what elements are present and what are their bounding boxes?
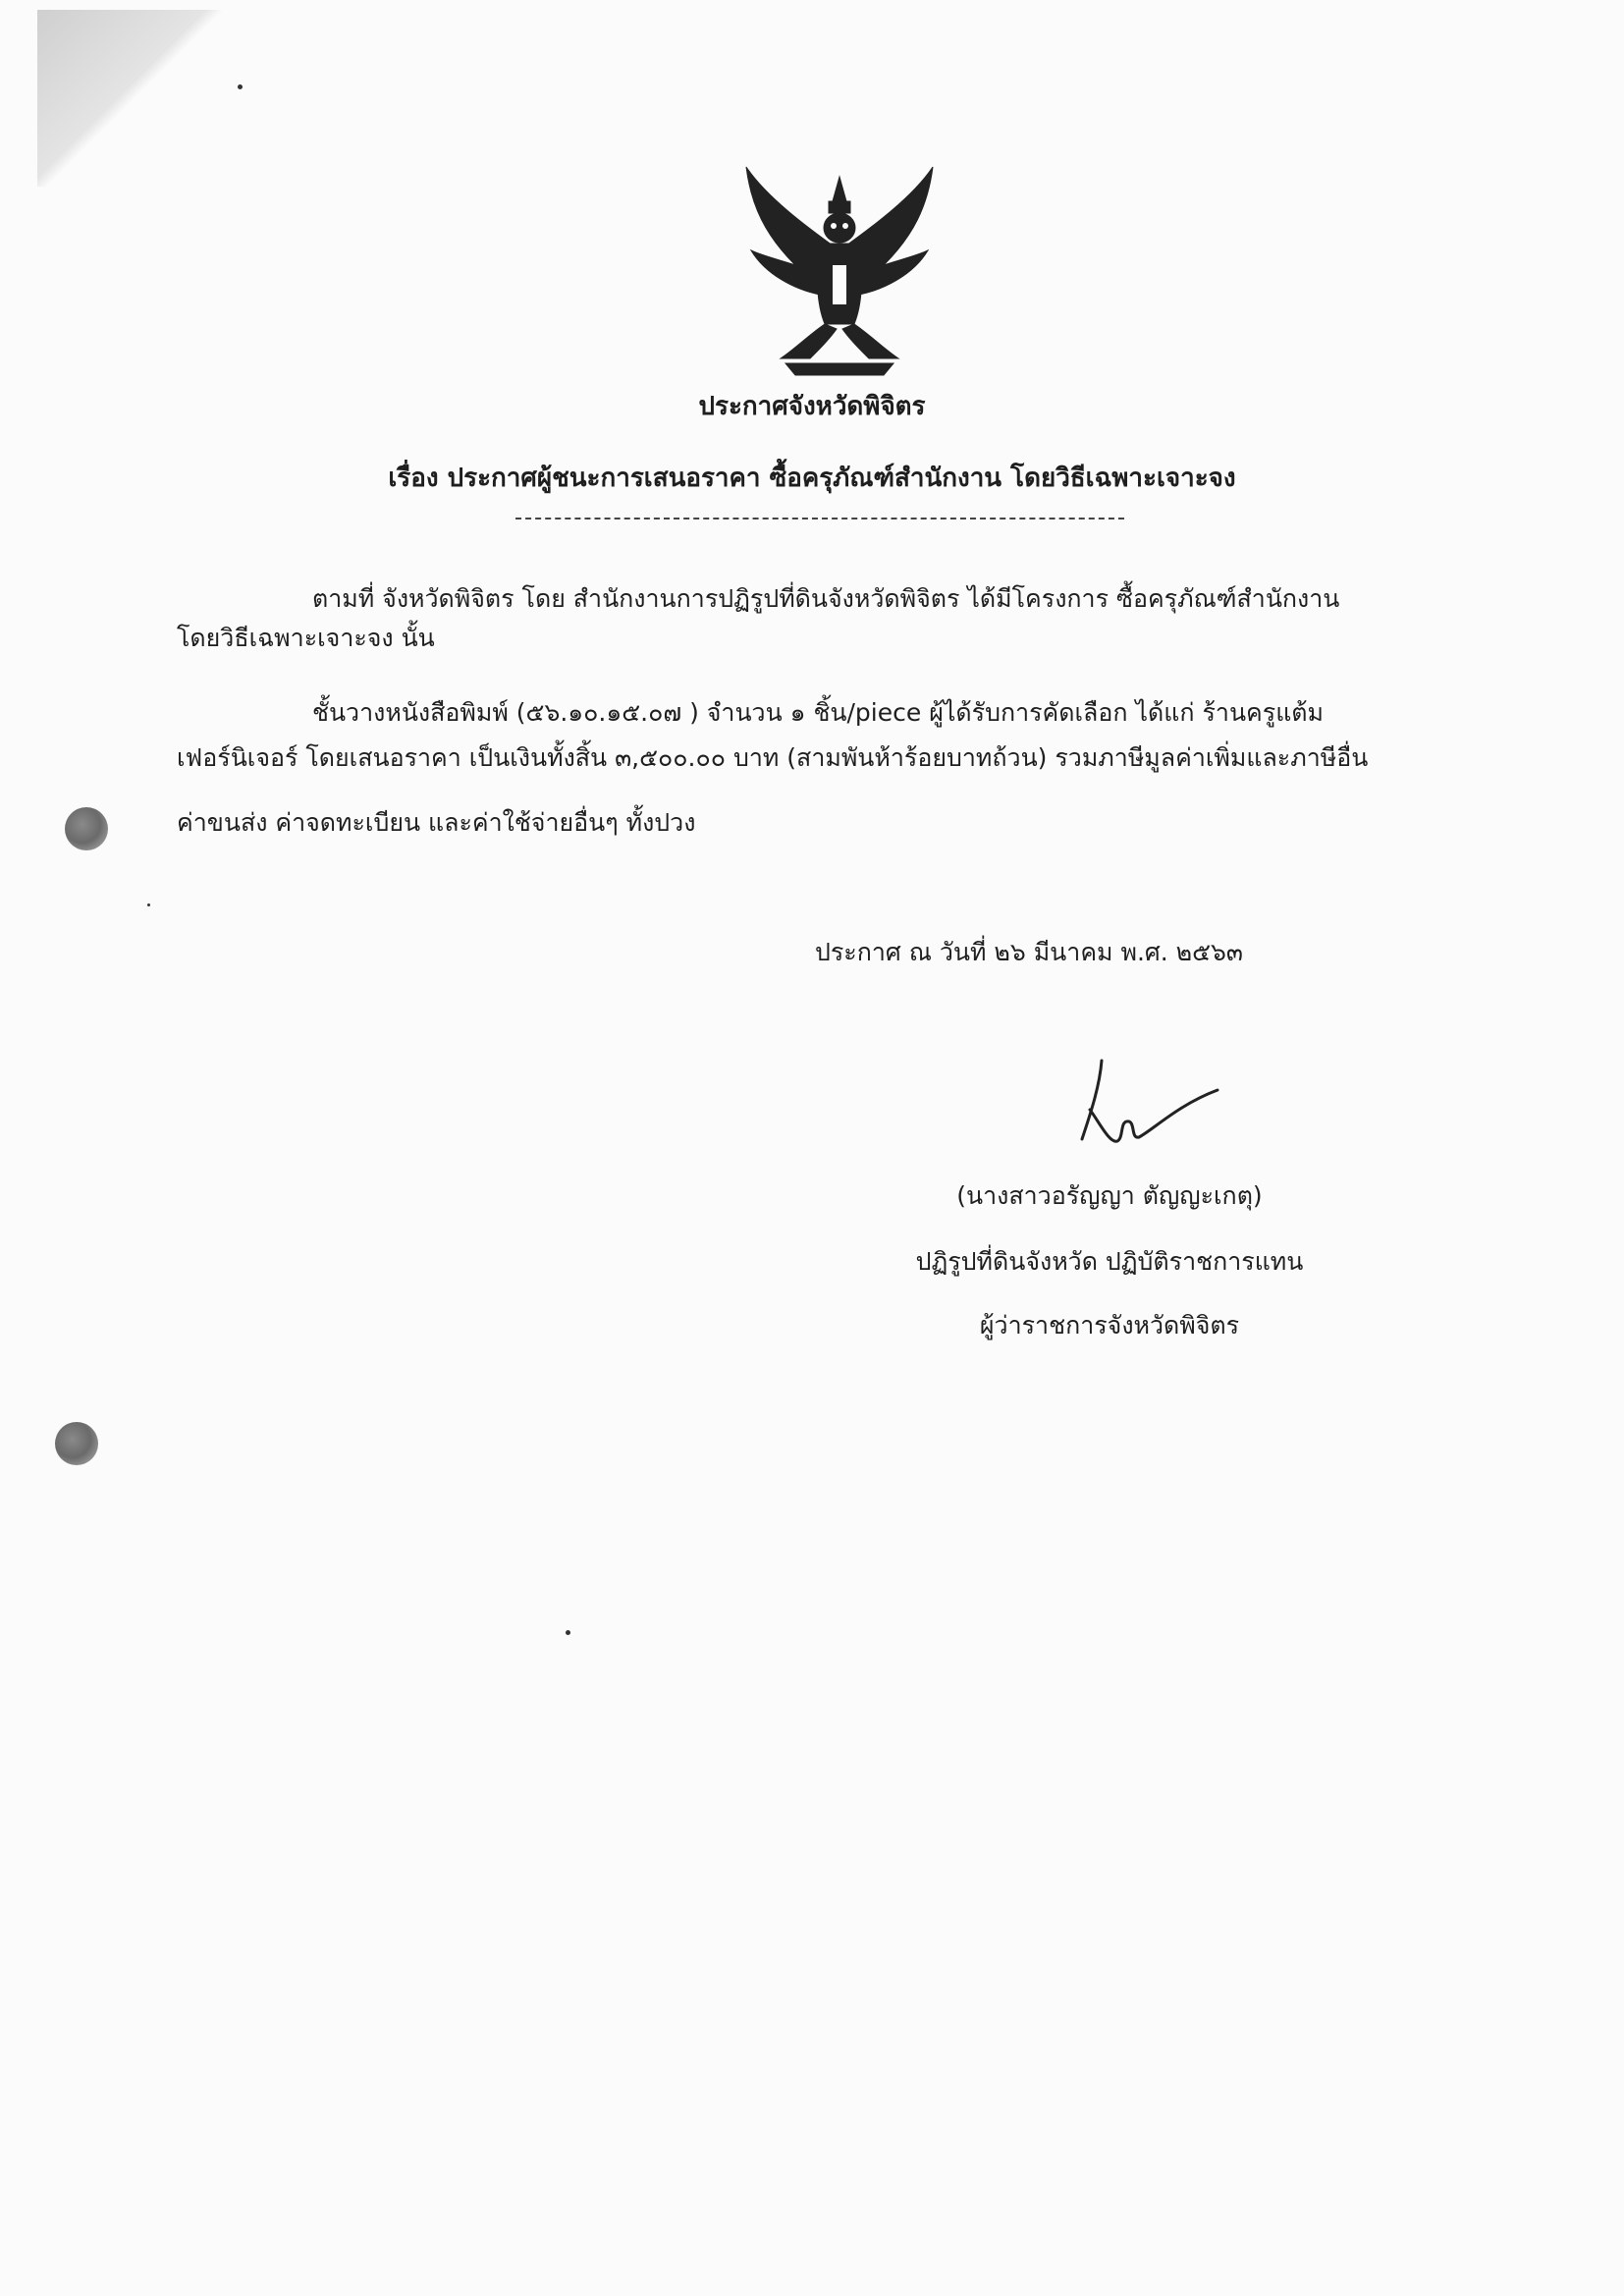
- handwritten-signature-icon: [1070, 1051, 1227, 1159]
- signer-position: ปฏิรูปที่ดินจังหวัด ปฏิบัติราชการแทน: [915, 1247, 1304, 1276]
- document-subject: เรื่อง ประกาศผู้ชนะการเสนอราคา ซื้อครุภัณฑ์สำนักงาน โดยวิธีเฉพาะเจาะจง: [388, 464, 1236, 493]
- scan-speck: [566, 1630, 570, 1635]
- announce-date: ประกาศ ณ วันที่ ๒๖ มีนาคม พ.ศ. ๒๕๖๓: [815, 938, 1244, 966]
- body-line: เฟอร์นิเจอร์ โดยเสนอราคา เป็นเงินทั้งสิ้น ๓,๕๐๐.๐๐ บาท (สามพันห้าร้อยบาทถ้วน) รวมภาษีมูลค่าเพิ่มและภาษีอื่น: [177, 743, 1369, 772]
- scan-speck: [238, 84, 243, 89]
- body-line: ตามที่ จังหวัดพิจิตร โดย สำนักงานการปฏิรูปที่ดินจังหวัดพิจิตร ได้มีโครงการ ซื้อครุภัณฑ์สำนักงาน: [312, 584, 1340, 613]
- body-line: ค่าขนส่ง ค่าจดทะเบียน และค่าใช้จ่ายอื่นๆ ทั้งปวง: [177, 808, 696, 837]
- body-line: ชั้นวางหนังสือพิมพ์ (๕๖.๑๐.๑๕.๐๗ ) จำนวน ๑ ชิ้น/piece ผู้ได้รับการคัดเลือก ได้แก่ ร้านครูแต้ม: [312, 698, 1325, 727]
- signer-position-governor: ผู้ว่าราชการจังหวัดพิจิตร: [979, 1311, 1240, 1339]
- scan-speck: [147, 903, 150, 906]
- punch-hole: [55, 1422, 98, 1465]
- signer-name: (นางสาวอรัญญา ตัญญะเกตุ): [956, 1181, 1263, 1210]
- document-heading: ประกาศจังหวัดพิจิตร: [698, 392, 926, 421]
- garuda-emblem-icon: [727, 157, 952, 383]
- body-line: โดยวิธีเฉพาะเจาะจง นั้น: [177, 624, 435, 652]
- divider: [515, 518, 1124, 519]
- punch-hole: [65, 807, 108, 850]
- folded-corner: [37, 10, 234, 187]
